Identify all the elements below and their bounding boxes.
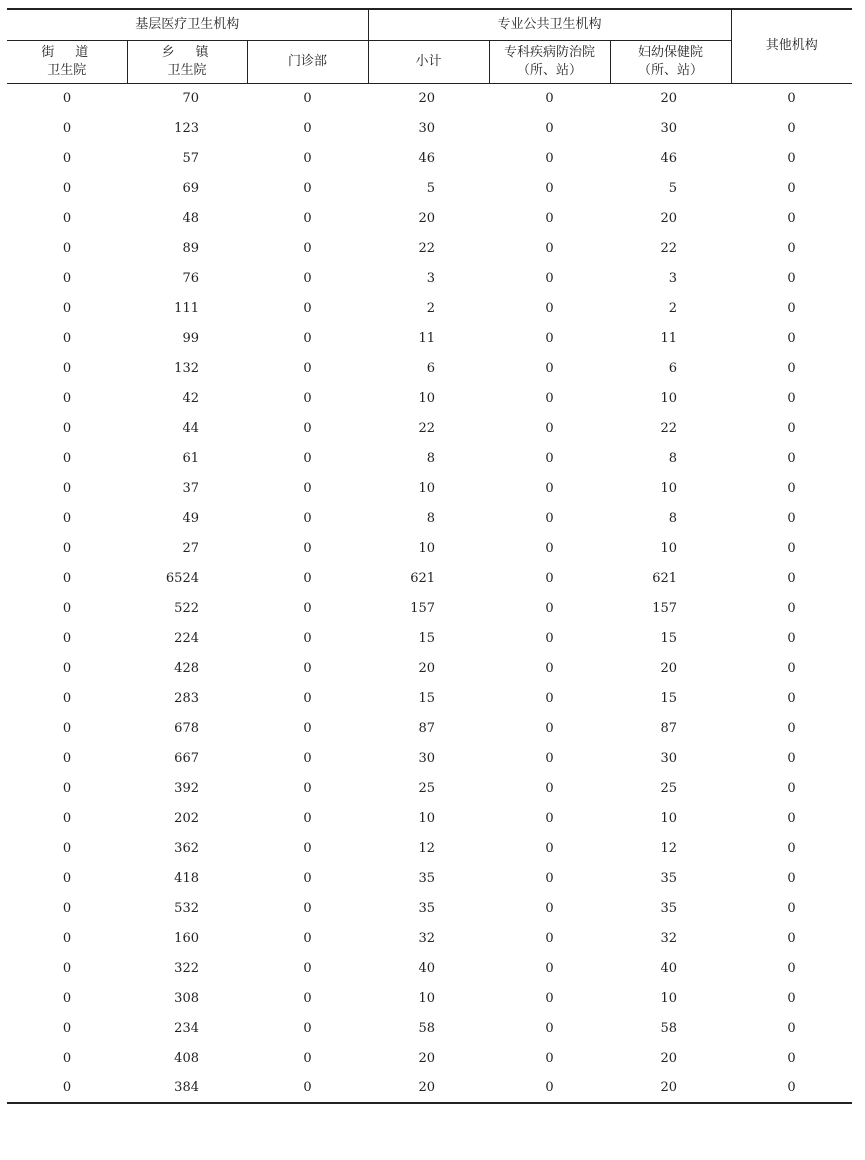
table-cell: 15	[418, 690, 436, 706]
table-cell: 0	[303, 990, 312, 1006]
table-cell: 35	[418, 870, 436, 886]
table-row	[7, 203, 852, 233]
table-cell: 0	[787, 450, 796, 466]
table-cell: 0	[787, 780, 796, 796]
table-cell: 322	[174, 960, 199, 976]
table-cell: 0	[787, 330, 796, 346]
table-cell: 0	[62, 390, 72, 406]
table-cell: 0	[787, 90, 796, 106]
table-cell: 234	[174, 1020, 199, 1036]
table-cell: 0	[62, 90, 72, 106]
table-cell: 30	[660, 120, 678, 136]
table-cell: 0	[303, 690, 312, 706]
table-row	[7, 233, 852, 263]
table-cell: 0	[303, 540, 312, 556]
table-cell: 0	[303, 870, 312, 886]
table-cell: 15	[660, 630, 678, 646]
table-cell: 0	[303, 300, 312, 316]
table-cell: 0	[545, 660, 554, 676]
table-cell: 0	[62, 420, 72, 436]
table-cell: 6	[426, 360, 436, 376]
table-row	[7, 713, 852, 743]
table-cell: 5	[426, 180, 436, 196]
table-cell: 0	[787, 390, 796, 406]
table-cell: 0	[247, 1073, 368, 1103]
table-row	[7, 503, 852, 533]
table-cell: 0	[545, 210, 554, 226]
table-cell: 20	[418, 660, 436, 676]
table-cell: 10	[418, 540, 436, 556]
table-cell: 0	[545, 390, 554, 406]
table-cell: 0	[787, 510, 796, 526]
table-cell: 10	[660, 540, 678, 556]
table-cell: 20	[368, 1073, 489, 1103]
table-cell: 0	[787, 480, 796, 496]
table-cell: 0	[545, 780, 554, 796]
table-cell: 0	[303, 660, 312, 676]
table-cell: 6	[668, 360, 678, 376]
table-cell: 0	[303, 480, 312, 496]
table-cell: 0	[545, 1020, 554, 1036]
table-cell: 35	[660, 870, 678, 886]
table-cell: 35	[660, 900, 678, 916]
table-cell: 57	[182, 150, 199, 166]
table-cell: 3	[426, 270, 436, 286]
table-cell: 0	[62, 330, 72, 346]
header-other-institutions: 其他机构	[731, 9, 852, 83]
table-cell: 0	[303, 330, 312, 346]
table-cell: 30	[418, 120, 436, 136]
table-cell: 0	[62, 570, 72, 586]
table-row	[7, 83, 852, 113]
table-cell: 202	[174, 810, 199, 826]
table-cell: 35	[418, 900, 436, 916]
table-cell: 0	[545, 900, 554, 916]
table-cell: 0	[545, 480, 554, 496]
table-cell: 678	[174, 720, 199, 736]
table-cell: 20	[660, 1050, 678, 1066]
table-cell: 0	[545, 600, 554, 616]
header-township-health-center: 乡 镇 卫生院	[127, 40, 247, 83]
table-header	[7, 9, 852, 83]
table-cell: 3	[668, 270, 678, 286]
table-body	[7, 83, 852, 1103]
table-cell: 0	[303, 750, 312, 766]
table-cell: 10	[660, 390, 678, 406]
table-row	[7, 983, 852, 1013]
table-row	[7, 443, 852, 473]
table-cell: 22	[418, 240, 436, 256]
table-cell: 0	[62, 750, 72, 766]
table-cell: 58	[418, 1020, 436, 1036]
table-cell: 157	[652, 600, 678, 616]
header-maternal-child-health: 妇幼保健院 （所、站）	[610, 40, 731, 83]
header-outpatient-dept: 门诊部	[247, 40, 368, 83]
table-cell: 123	[174, 120, 199, 136]
table-cell: 0	[303, 120, 312, 136]
table-cell: 0	[787, 720, 796, 736]
header-subtotal: 小计	[368, 40, 489, 83]
table-cell: 0	[489, 1073, 610, 1103]
table-cell: 0	[545, 120, 554, 136]
table-cell: 99	[182, 330, 199, 346]
table-cell: 15	[660, 690, 678, 706]
table-cell: 11	[418, 330, 436, 346]
table-cell: 48	[182, 210, 199, 226]
table-cell: 0	[62, 1020, 72, 1036]
table-cell: 0	[303, 720, 312, 736]
table-cell: 87	[660, 720, 678, 736]
header-group-public-health: 专业公共卫生机构	[368, 9, 731, 40]
table-cell: 0	[787, 810, 796, 826]
table-cell: 111	[174, 300, 199, 316]
table-row	[7, 563, 852, 593]
table-cell: 25	[418, 780, 436, 796]
table-row	[7, 623, 852, 653]
table-cell: 0	[303, 1050, 312, 1066]
table-cell: 0	[303, 900, 312, 916]
table-cell: 522	[174, 600, 199, 616]
table-cell: 22	[418, 420, 436, 436]
table-cell: 0	[545, 90, 554, 106]
table-cell: 0	[545, 570, 554, 586]
table-cell: 0	[303, 960, 312, 976]
table-cell: 0	[62, 810, 72, 826]
table-cell: 0	[62, 540, 72, 556]
table-cell: 0	[787, 900, 796, 916]
table-cell: 10	[660, 810, 678, 826]
table-cell: 0	[545, 690, 554, 706]
table-row	[7, 113, 852, 143]
table-cell: 0	[303, 180, 312, 196]
table-cell: 0	[303, 600, 312, 616]
table-cell: 0	[62, 960, 72, 976]
table-cell: 0	[303, 1020, 312, 1036]
table-cell: 20	[610, 1073, 731, 1103]
table-cell: 0	[303, 240, 312, 256]
table-cell: 0	[545, 1050, 554, 1066]
table-cell: 0	[545, 510, 554, 526]
table-cell: 532	[174, 900, 199, 916]
table-cell: 0	[545, 240, 554, 256]
table-cell: 392	[174, 780, 199, 796]
table-cell: 0	[303, 840, 312, 856]
table-cell: 0	[787, 930, 796, 946]
table-cell: 0	[545, 150, 554, 166]
header-group-primary-care: 基层医疗卫生机构	[7, 9, 368, 40]
table-cell: 0	[787, 270, 796, 286]
table-cell: 0	[62, 780, 72, 796]
table-cell: 0	[303, 630, 312, 646]
table-cell: 10	[418, 480, 436, 496]
table-cell: 5	[668, 180, 678, 196]
table-row	[7, 683, 852, 713]
table-row	[7, 1043, 852, 1073]
table-cell: 37	[182, 480, 199, 496]
table-cell: 0	[787, 180, 796, 196]
table-cell: 0	[787, 360, 796, 376]
table-cell: 0	[787, 630, 796, 646]
table-cell: 0	[787, 750, 796, 766]
table-row	[7, 263, 852, 293]
table-cell: 0	[787, 990, 796, 1006]
table-cell: 27	[182, 540, 199, 556]
table-cell: 308	[174, 990, 199, 1006]
table-cell: 384	[127, 1073, 247, 1103]
table-cell: 0	[303, 510, 312, 526]
table-row	[7, 293, 852, 323]
table-cell: 621	[410, 570, 436, 586]
table-cell: 20	[660, 660, 678, 676]
table-cell: 0	[787, 960, 796, 976]
table-cell: 0	[303, 390, 312, 406]
table-cell: 283	[174, 690, 199, 706]
table-cell: 42	[182, 390, 199, 406]
table-row	[7, 1013, 852, 1043]
table-cell: 20	[418, 1050, 436, 1066]
table-cell: 0	[62, 510, 72, 526]
table-row	[7, 143, 852, 173]
table-cell: 0	[303, 450, 312, 466]
table-cell: 0	[545, 630, 554, 646]
table-cell: 0	[62, 300, 72, 316]
header-street-health-center: 街 道 卫生院	[7, 40, 127, 83]
table-cell: 0	[787, 420, 796, 436]
table-cell: 0	[787, 120, 796, 136]
table-cell: 157	[410, 600, 436, 616]
table-cell: 46	[418, 150, 436, 166]
table-cell: 2	[426, 300, 436, 316]
statistics-table	[7, 8, 852, 1104]
table-cell: 160	[174, 930, 199, 946]
table-cell: 49	[182, 510, 199, 526]
table-cell: 0	[62, 660, 72, 676]
table-cell: 44	[182, 420, 199, 436]
table-cell: 667	[174, 750, 199, 766]
table-row	[7, 533, 852, 563]
table-cell: 8	[426, 510, 436, 526]
table-cell: 0	[62, 210, 72, 226]
table-cell: 30	[660, 750, 678, 766]
table-cell: 10	[660, 480, 678, 496]
table-row	[7, 833, 852, 863]
table-cell: 0	[545, 540, 554, 556]
table-row	[7, 473, 852, 503]
table-row	[7, 773, 852, 803]
table-cell: 89	[182, 240, 199, 256]
table-cell: 621	[652, 570, 678, 586]
table-cell: 0	[62, 900, 72, 916]
table-row	[7, 173, 852, 203]
table-row	[7, 923, 852, 953]
table-cell: 0	[545, 930, 554, 946]
table-cell: 0	[62, 360, 72, 376]
table-cell: 69	[182, 180, 199, 196]
table-cell: 0	[787, 570, 796, 586]
table-cell: 0	[731, 1073, 852, 1103]
table-cell: 0	[787, 690, 796, 706]
table-cell: 0	[62, 600, 72, 616]
table-cell: 0	[303, 150, 312, 166]
table-row	[7, 743, 852, 773]
table-cell: 32	[418, 930, 436, 946]
table-cell: 408	[174, 1050, 199, 1066]
table-row	[7, 353, 852, 383]
table-cell: 0	[545, 960, 554, 976]
table-cell: 11	[660, 330, 678, 346]
table-cell: 0	[545, 270, 554, 286]
table-cell: 0	[303, 930, 312, 946]
table-cell: 0	[787, 840, 796, 856]
table-cell: 0	[787, 1050, 796, 1066]
table-cell: 0	[303, 420, 312, 436]
table-cell: 46	[660, 150, 678, 166]
table-cell: 8	[426, 450, 436, 466]
table-row	[7, 653, 852, 683]
table-cell: 0	[545, 180, 554, 196]
table-cell: 0	[787, 540, 796, 556]
table-cell: 20	[418, 90, 436, 106]
table-cell: 12	[418, 840, 436, 856]
table-cell: 32	[660, 930, 678, 946]
table-cell: 418	[174, 870, 199, 886]
table-cell: 10	[660, 990, 678, 1006]
table-cell: 15	[418, 630, 436, 646]
table-cell: 0	[62, 150, 72, 166]
table-cell: 0	[545, 300, 554, 316]
table-cell: 0	[62, 990, 72, 1006]
table-cell: 22	[660, 240, 678, 256]
table-cell: 20	[418, 210, 436, 226]
table-cell: 224	[174, 630, 199, 646]
table-cell: 30	[418, 750, 436, 766]
table-row	[7, 383, 852, 413]
table-cell: 0	[545, 420, 554, 436]
table-cell: 0	[545, 450, 554, 466]
table-cell: 0	[787, 210, 796, 226]
table-cell: 0	[62, 480, 72, 496]
table-cell: 0	[62, 1050, 72, 1066]
table-cell: 0	[62, 120, 72, 136]
table-cell: 6524	[165, 570, 199, 586]
table-cell: 58	[660, 1020, 678, 1036]
table-cell: 40	[418, 960, 436, 976]
table-row	[7, 953, 852, 983]
table-cell: 8	[668, 510, 678, 526]
table-row	[7, 893, 852, 923]
table-cell: 0	[62, 690, 72, 706]
table-cell: 0	[787, 240, 796, 256]
table-cell: 0	[303, 810, 312, 826]
table-cell: 0	[62, 450, 72, 466]
table-cell: 0	[545, 360, 554, 376]
table-cell: 0	[62, 870, 72, 886]
table-cell: 0	[787, 870, 796, 886]
table-cell: 0	[62, 840, 72, 856]
table-row	[7, 1073, 852, 1103]
table-cell: 0	[62, 270, 72, 286]
table-cell: 0	[545, 750, 554, 766]
table-cell: 0	[303, 360, 312, 376]
table-cell: 10	[418, 990, 436, 1006]
table-cell: 0	[62, 630, 72, 646]
table-cell: 12	[660, 840, 678, 856]
table-row	[7, 863, 852, 893]
table-cell: 0	[545, 840, 554, 856]
table-cell: 362	[174, 840, 199, 856]
table-cell: 61	[182, 450, 199, 466]
table-cell: 0	[303, 210, 312, 226]
table-cell: 0	[787, 600, 796, 616]
table-row	[7, 413, 852, 443]
table-cell: 25	[660, 780, 678, 796]
table-cell: 132	[174, 360, 199, 376]
table-cell: 87	[418, 720, 436, 736]
table-cell: 20	[660, 210, 678, 226]
table-cell: 0	[545, 870, 554, 886]
table-cell: 0	[545, 720, 554, 736]
table-cell: 0	[787, 300, 796, 316]
table-cell: 20	[660, 90, 678, 106]
table-cell: 0	[545, 330, 554, 346]
table-cell: 0	[303, 570, 312, 586]
table-cell: 70	[182, 90, 199, 106]
table-cell: 10	[418, 390, 436, 406]
table-cell: 0	[303, 90, 312, 106]
table-cell: 40	[660, 960, 678, 976]
header-specialty-disease-prevention: 专科疾病防治院 （所、站）	[489, 40, 610, 83]
table-cell: 0	[62, 720, 72, 736]
table-cell: 76	[182, 270, 199, 286]
table-cell: 0	[303, 780, 312, 796]
table-cell: 0	[787, 150, 796, 166]
table-cell: 0	[7, 1073, 127, 1103]
table-row	[7, 803, 852, 833]
table-cell: 0	[62, 930, 72, 946]
table-row	[7, 323, 852, 353]
table-cell: 2	[668, 300, 678, 316]
table-cell: 22	[660, 420, 678, 436]
table-cell: 10	[418, 810, 436, 826]
table-cell: 428	[174, 660, 199, 676]
table-cell: 0	[545, 810, 554, 826]
table-row	[7, 593, 852, 623]
table-cell: 0	[62, 180, 72, 196]
table-cell: 8	[668, 450, 678, 466]
table-cell: 0	[787, 660, 796, 676]
table-cell: 0	[303, 270, 312, 286]
table-cell: 0	[545, 990, 554, 1006]
table-cell: 0	[62, 240, 72, 256]
table-cell: 0	[787, 1020, 796, 1036]
